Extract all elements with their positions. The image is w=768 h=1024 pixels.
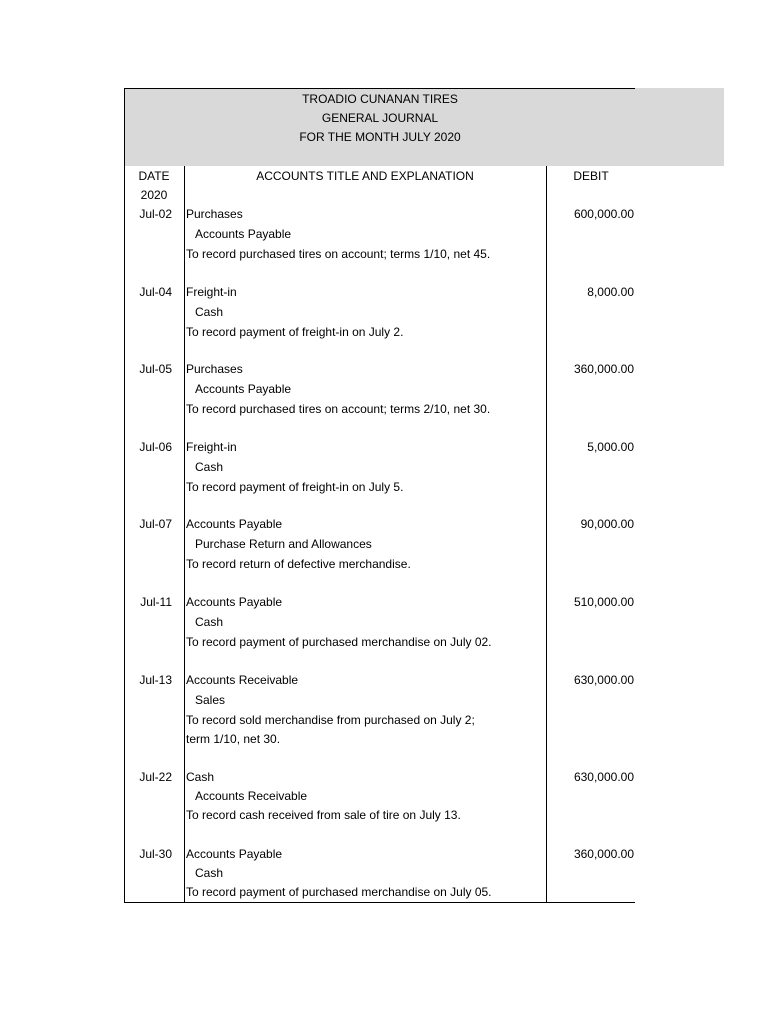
debit-account: Purchases: [186, 362, 243, 376]
credit-account: Cash: [195, 305, 224, 319]
credit-account: Accounts Payable: [195, 227, 292, 241]
company-name: TROADIO CUNANAN TIRES: [302, 92, 458, 106]
entry-date: Jul-30: [139, 847, 172, 861]
debit-amount: 600,000.00: [573, 207, 634, 221]
debit-account: Accounts Payable: [186, 517, 283, 531]
credit-account: Cash: [195, 866, 224, 880]
entry-date: Jul-04: [139, 285, 172, 299]
credit-account: Cash: [195, 460, 224, 474]
journal-entry: [0, 847, 768, 927]
debit-amount: 360,000.00: [573, 362, 634, 376]
journal-entry: [0, 362, 768, 442]
debit-amount: 90,000.00: [580, 517, 634, 531]
debit-account: Accounts Receivable: [186, 673, 299, 687]
entry-date: Jul-13: [139, 673, 172, 687]
debit-amount: 630,000.00: [573, 770, 634, 784]
table-top-border: [124, 88, 635, 89]
debit-amount: 510,000.00: [573, 595, 634, 609]
debit-amount: 8,000.00: [587, 285, 634, 299]
journal-entry: [0, 595, 768, 675]
entry-date: Jul-02: [139, 207, 172, 221]
entry-explanation: To record cash received from sale of tire on July 13.: [186, 808, 461, 822]
entry-explanation-continued: term 1/10, net 30.: [186, 732, 281, 746]
debit-column-header: DEBIT: [573, 169, 609, 183]
entry-explanation: To record payment of freight-in on July 5.: [186, 480, 404, 494]
debit-account: Cash: [186, 770, 215, 784]
journal-entry: [0, 517, 768, 597]
entry-explanation: To record purchased tires on account; terms 2/10, net 30.: [186, 402, 491, 416]
year-label: 2020: [140, 188, 168, 202]
entry-explanation: To record payment of freight-in on July 2.: [186, 325, 404, 339]
entry-explanation: To record purchased tires on account; terms 1/10, net 45.: [186, 247, 491, 261]
credit-account: Cash: [195, 615, 224, 629]
debit-account: Freight-in: [186, 285, 237, 299]
debit-amount: 360,000.00: [573, 847, 634, 861]
accounts-column-header: ACCOUNTS TITLE AND EXPLANATION: [256, 169, 474, 183]
credit-account: Sales: [195, 693, 226, 707]
entry-date: Jul-07: [139, 517, 172, 531]
credit-account: Accounts Payable: [195, 382, 292, 396]
debit-account: Accounts Payable: [186, 847, 283, 861]
journal-entry: [0, 440, 768, 520]
date-column-header: DATE: [138, 169, 170, 183]
entry-explanation: To record payment of purchased merchandise on July 05.: [186, 885, 492, 899]
entry-date: Jul-05: [139, 362, 172, 376]
journal-entry: [0, 207, 768, 287]
debit-amount: 630,000.00: [573, 673, 634, 687]
debit-account: Freight-in: [186, 440, 237, 454]
debit-account: Purchases: [186, 207, 243, 221]
entry-date: Jul-11: [140, 595, 172, 609]
journal-entry: [0, 673, 768, 753]
credit-account: Accounts Receivable: [195, 789, 308, 803]
entry-explanation: To record payment of purchased merchandise on July 02.: [186, 635, 492, 649]
entry-explanation: To record return of defective merchandise.: [186, 557, 411, 571]
entry-date: Jul-22: [139, 770, 172, 784]
journal-entry: [0, 770, 768, 850]
entry-date: Jul-06: [139, 440, 172, 454]
credit-account: Purchase Return and Allowances: [195, 537, 372, 551]
debit-amount: 5,000.00: [587, 440, 634, 454]
debit-account: Accounts Payable: [186, 595, 283, 609]
entry-explanation: To record sold merchandise from purchased on July 2;: [186, 713, 475, 727]
journal-title: GENERAL JOURNAL: [321, 111, 439, 125]
journal-period: FOR THE MONTH JULY 2020: [299, 130, 461, 144]
journal-entry: [0, 285, 768, 365]
